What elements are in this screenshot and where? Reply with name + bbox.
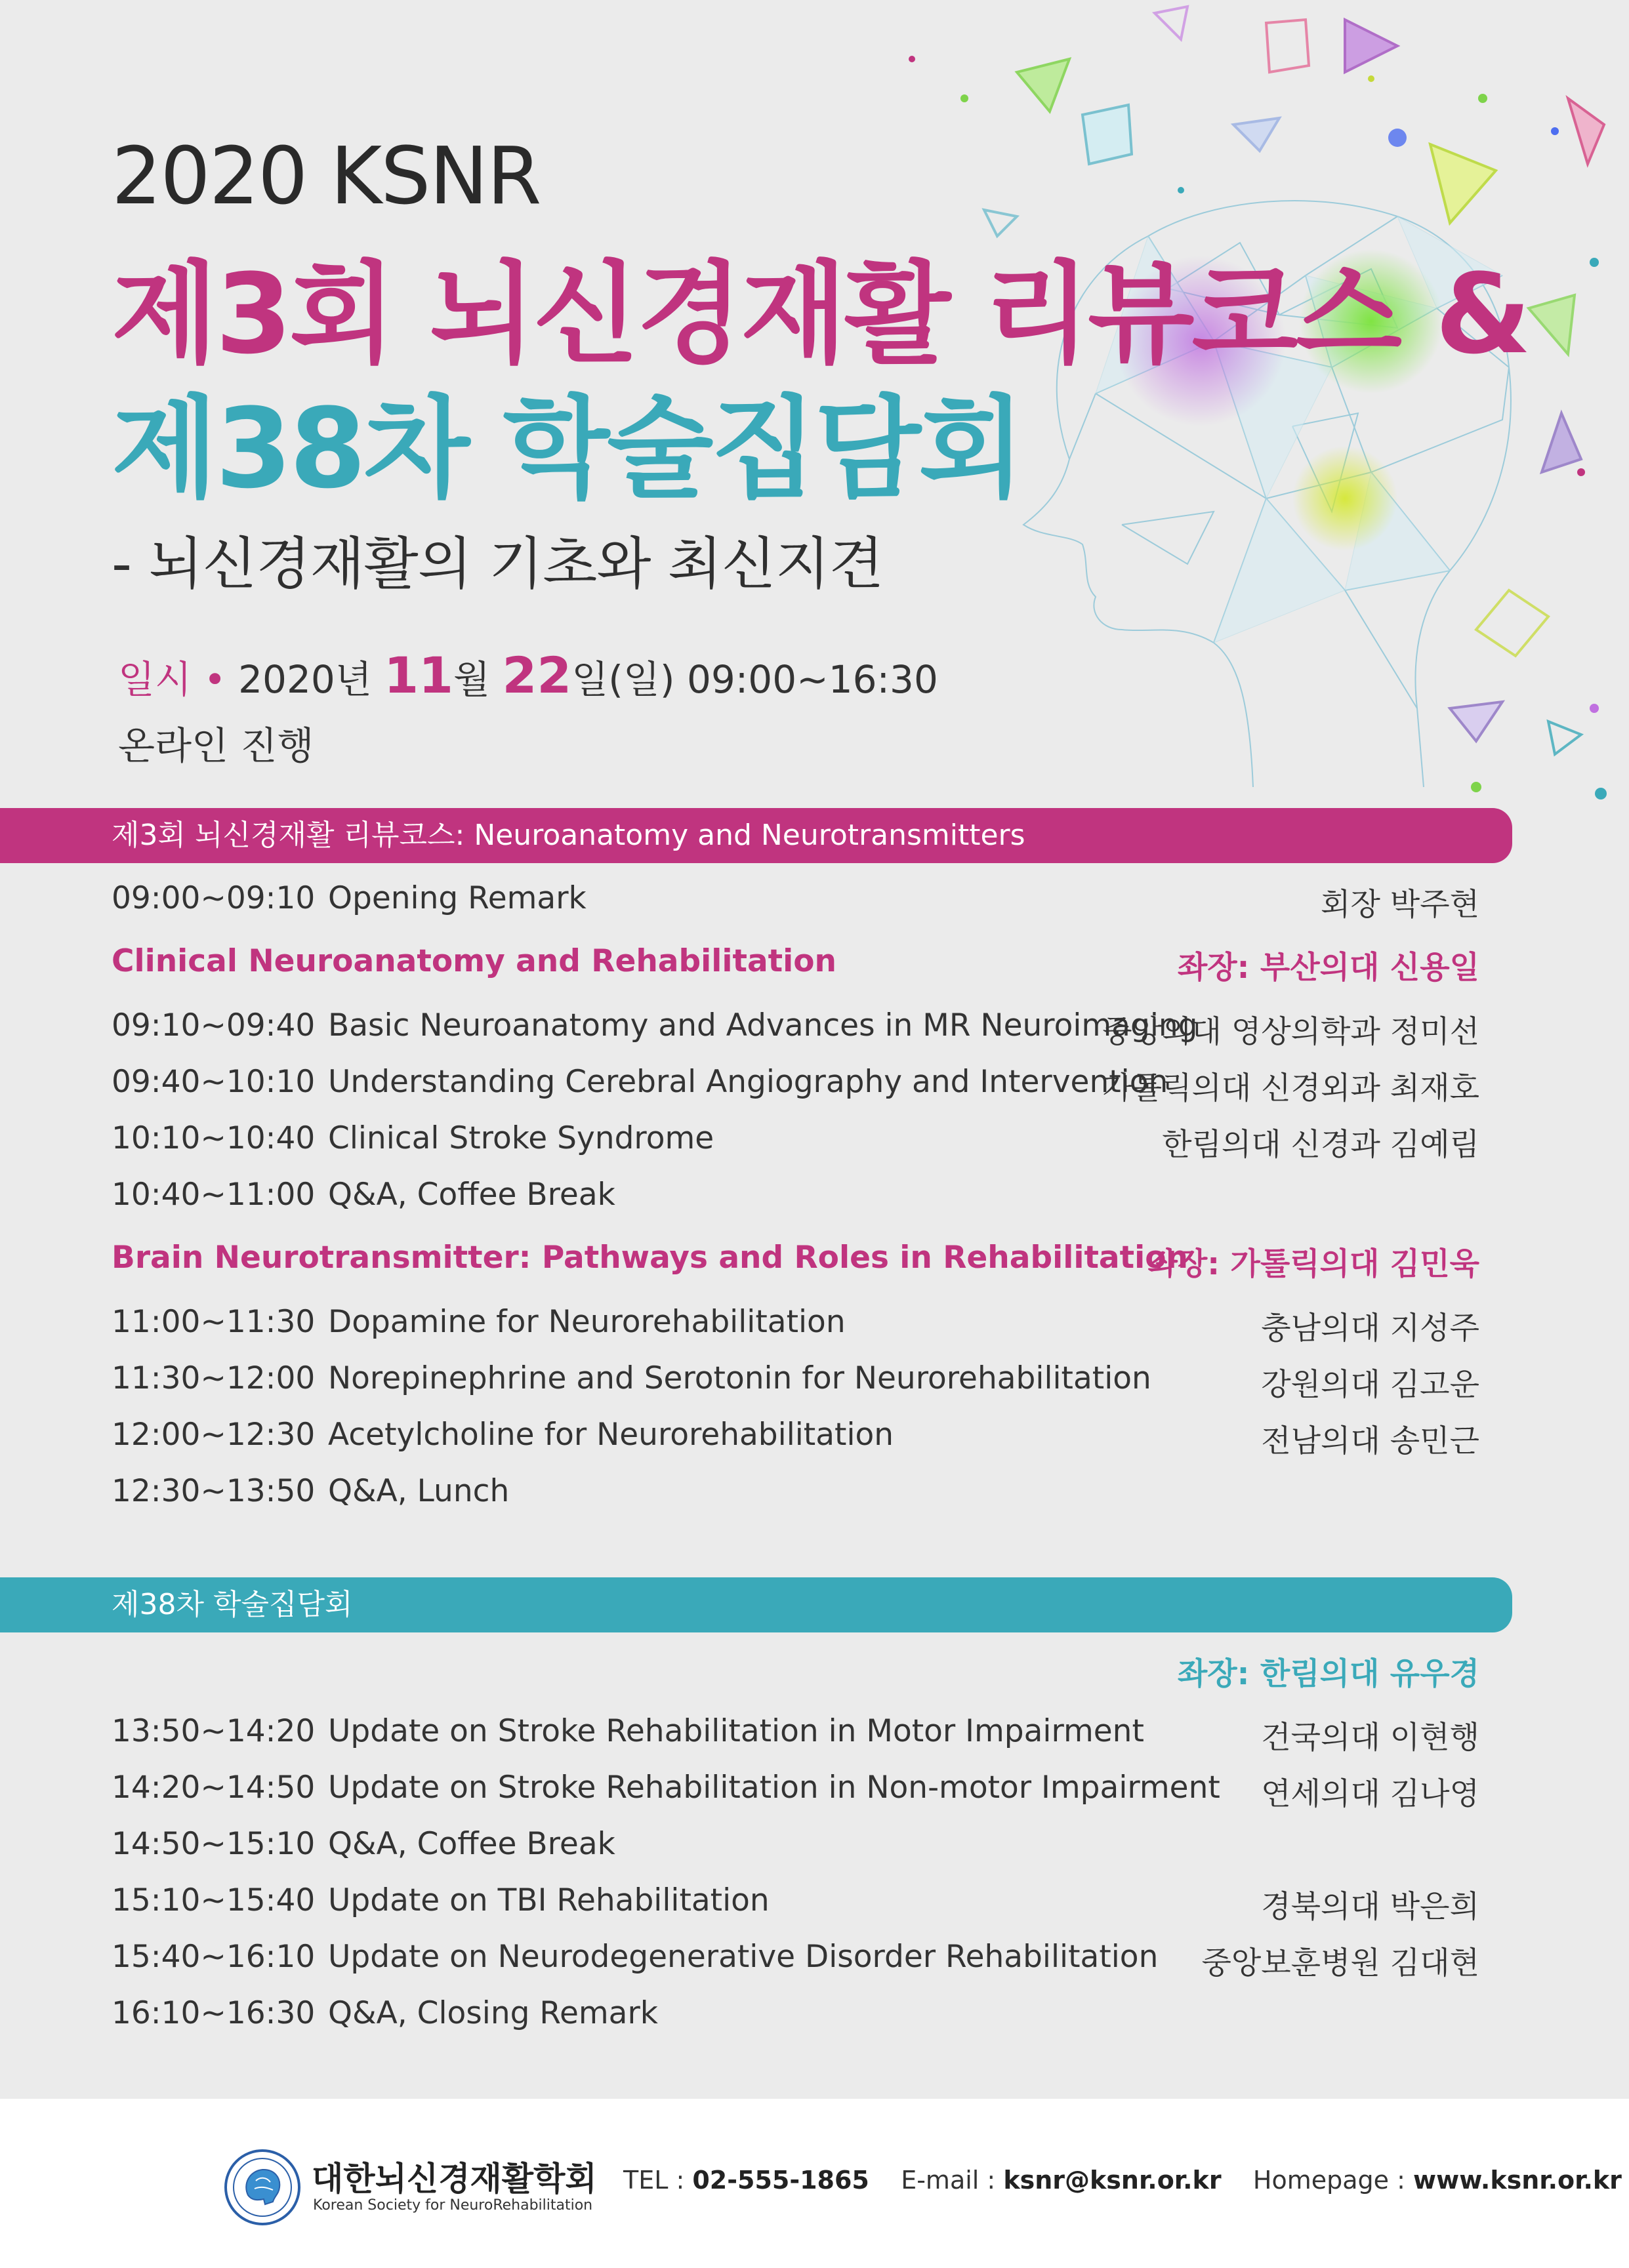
row-speaker: 전남의대 송민근 bbox=[1261, 1423, 1479, 1459]
row-speaker: 경북의대 박은희 bbox=[1261, 1889, 1479, 1925]
title-review-course: 제3회 뇌신경재활 리뷰코스 & bbox=[112, 250, 1529, 378]
homepage-link[interactable]: www.ksnr.or.kr bbox=[1413, 2166, 1622, 2195]
row-time: 14:20~14:50 bbox=[112, 1770, 316, 1806]
row-topic: Q&A, Closing Remark bbox=[328, 1995, 659, 2031]
schedule-row bbox=[112, 1007, 1479, 1060]
section-header-symposium bbox=[112, 1650, 1479, 1702]
homepage-label: Homepage : bbox=[1252, 2166, 1413, 2195]
row-time: 15:40~16:10 bbox=[112, 1939, 316, 1975]
row-time: 09:40~10:10 bbox=[112, 1064, 316, 1100]
row-time: 11:30~12:00 bbox=[112, 1360, 316, 1396]
schedule-row bbox=[112, 1120, 1479, 1173]
row-topic: Acetylcholine for Neurorehabilitation bbox=[328, 1417, 894, 1453]
section-chair: 좌장: 부산의대 신용일 bbox=[1177, 950, 1479, 986]
row-speaker: 한림의대 신경과 김예림 bbox=[1162, 1127, 1479, 1163]
schedule-row bbox=[112, 1360, 1479, 1413]
row-topic: Basic Neuroanatomy and Advances in MR Neuroimaging bbox=[328, 1007, 1198, 1043]
schedule-row bbox=[112, 1939, 1479, 1991]
row-topic: Q&A, Coffee Break bbox=[328, 1177, 615, 1213]
row-time: 16:10~16:30 bbox=[112, 1995, 316, 2031]
schedule-row bbox=[112, 1882, 1479, 1935]
row-speaker: 중앙보훈병원 김대현 bbox=[1201, 1945, 1479, 1981]
row-time: 14:50~15:10 bbox=[112, 1826, 316, 1862]
venue: 온라인 진행 bbox=[118, 723, 314, 768]
row-topic: Opening Remark bbox=[328, 880, 587, 916]
section-chair: 좌장: 한림의대 유우경 bbox=[1177, 1656, 1479, 1692]
subtitle: - 뇌신경재활의 기초와 최신지견 bbox=[112, 531, 884, 597]
row-topic: Q&A, Coffee Break bbox=[328, 1826, 615, 1862]
row-topic: Update on TBI Rehabilitation bbox=[328, 1882, 770, 1918]
tel-label: TEL : bbox=[623, 2166, 693, 2195]
schedule-row bbox=[112, 1995, 1479, 2048]
row-topic: Norepinephrine and Serotonin for Neurorehabilitation bbox=[328, 1360, 1151, 1396]
schedule-row bbox=[112, 1473, 1479, 1526]
review-course-band: 제3회 뇌신경재활 리뷰코스: Neuroanatomy and Neurotransmitters bbox=[0, 808, 1512, 863]
row-time: 12:00~12:30 bbox=[112, 1417, 316, 1453]
row-time: 11:00~11:30 bbox=[112, 1304, 316, 1340]
section-title: Clinical Neuroanatomy and Rehabilitation bbox=[112, 943, 837, 979]
date-month: 11 bbox=[384, 646, 453, 704]
row-speaker: 중앙의대 영상의학과 정미선 bbox=[1102, 1014, 1479, 1050]
org-name: 대한뇌신경재활학회 bbox=[312, 2160, 597, 2198]
row-topic: Update on Neurodegenerative Disorder Rehabilitation bbox=[328, 1939, 1159, 1975]
schedule-row bbox=[112, 1713, 1479, 1766]
schedule-row bbox=[112, 1064, 1479, 1116]
contact-info bbox=[623, 2166, 1622, 2195]
schedule-row bbox=[112, 1177, 1479, 1229]
row-time: 10:10~10:40 bbox=[112, 1120, 316, 1156]
section-chair: 좌장: 가톨릭의대 김민욱 bbox=[1147, 1246, 1479, 1282]
row-topic: Dopamine for Neurorehabilitation bbox=[328, 1304, 846, 1340]
row-time: 12:30~13:50 bbox=[112, 1473, 316, 1509]
row-speaker: 강원의대 김고운 bbox=[1261, 1367, 1479, 1403]
schedule-row bbox=[112, 880, 1479, 933]
row-speaker: 회장 박주현 bbox=[1321, 887, 1479, 923]
org-name-en: Korean Society for NeuroRehabilitation bbox=[313, 2197, 593, 2214]
title-symposium: 제38차 학술집담회 bbox=[112, 384, 1023, 513]
row-speaker: 건국의대 이현행 bbox=[1261, 1720, 1479, 1756]
row-topic: Understanding Cerebral Angiography and Intervention bbox=[328, 1064, 1168, 1100]
row-topic: Clinical Stroke Syndrome bbox=[328, 1120, 714, 1156]
row-topic: Update on Stroke Rehabilitation in Non-motor Impairment bbox=[328, 1770, 1220, 1806]
row-time: 10:40~11:00 bbox=[112, 1177, 316, 1213]
date-day: 22 bbox=[502, 646, 572, 704]
schedule-row bbox=[112, 1770, 1479, 1822]
row-speaker: 충남의대 지성주 bbox=[1261, 1310, 1479, 1347]
symposium-band: 제38차 학술집담회 bbox=[0, 1577, 1512, 1632]
schedule-row bbox=[112, 1417, 1479, 1469]
section-title: Brain Neurotransmitter: Pathways and Roles in Rehabilitation bbox=[112, 1240, 1188, 1276]
section-header-neuroanatomy bbox=[112, 943, 1479, 996]
email-label: E-mail : bbox=[901, 2166, 1004, 2195]
schedule-row bbox=[112, 1304, 1479, 1356]
schedule-row bbox=[112, 1826, 1479, 1878]
event-kicker: 2020 KSNR bbox=[112, 131, 541, 222]
date-month-unit: 월 bbox=[453, 657, 503, 702]
email-link[interactable]: ksnr@ksnr.or.kr bbox=[1003, 2166, 1222, 2195]
date-year: 2020년 bbox=[238, 657, 384, 702]
row-time: 15:10~15:40 bbox=[112, 1882, 316, 1918]
date-day-unit: 일(일) 09:00~16:30 bbox=[571, 657, 938, 702]
row-time: 13:50~14:20 bbox=[112, 1713, 316, 1749]
section-header-neurotransmitter bbox=[112, 1240, 1479, 1292]
event-date bbox=[118, 646, 938, 704]
tel: 02-555-1865 bbox=[692, 2166, 869, 2195]
society-logo-icon bbox=[223, 2148, 302, 2227]
row-topic: Q&A, Lunch bbox=[328, 1473, 510, 1509]
row-speaker: 연세의대 김나영 bbox=[1261, 1776, 1479, 1812]
row-topic: Update on Stroke Rehabilitation in Motor Impairment bbox=[328, 1713, 1144, 1749]
row-speaker: 가톨릭의대 신경외과 최재호 bbox=[1102, 1070, 1479, 1106]
row-time: 09:10~09:40 bbox=[112, 1007, 316, 1043]
date-label: 일시 • bbox=[118, 657, 239, 702]
row-time: 09:00~09:10 bbox=[112, 880, 316, 916]
